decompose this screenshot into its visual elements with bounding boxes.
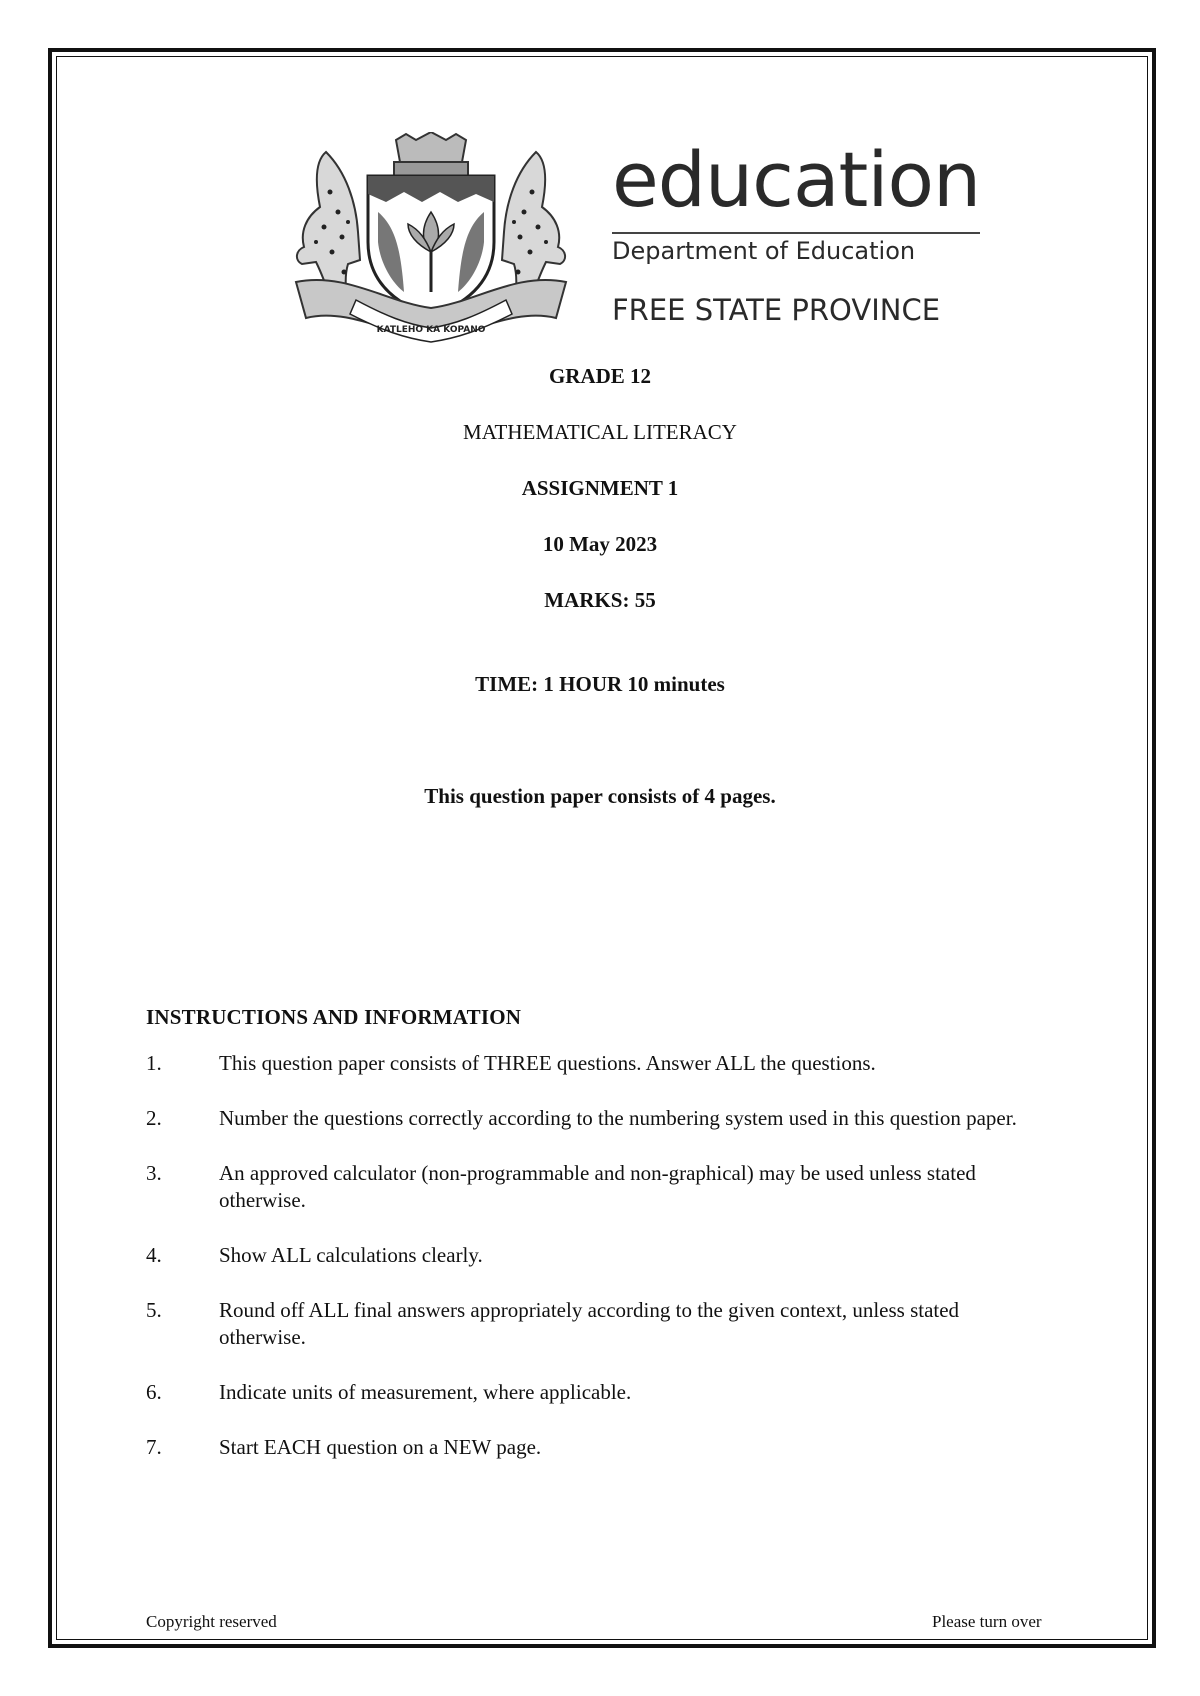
list-item-text: This question paper consists of THREE questions. Answer ALL the questions. <box>219 1051 876 1075</box>
coat-of-arms-icon <box>286 132 576 347</box>
date-label: 10 May 2023 <box>542 532 658 556</box>
grade-label: GRADE 12 <box>548 364 652 388</box>
list-item <box>146 1434 1046 1461</box>
footer-turn-over: Please turn over <box>932 1612 1042 1631</box>
department-name: Department of Education <box>612 237 916 265</box>
list-item-text: Start EACH question on a NEW page. <box>219 1435 542 1459</box>
wordmark-rule <box>612 232 980 234</box>
department-logo <box>286 132 986 347</box>
instructions-section <box>146 1005 1046 1489</box>
subject-label: MATHEMATICAL LITERACY <box>463 420 737 444</box>
assignment-label: ASSIGNMENT 1 <box>521 476 679 500</box>
list-item <box>146 1160 1046 1214</box>
list-item <box>146 1050 1046 1077</box>
instructions-heading: INSTRUCTIONS AND INFORMATION <box>146 1005 522 1029</box>
list-item-number: 2. <box>146 1106 162 1130</box>
list-item-text: Show ALL calculations clearly. <box>219 1243 483 1267</box>
footer-copyright: Copyright reserved <box>146 1612 277 1631</box>
list-item-text: An approved calculator (non-programmable and non-graphical) may be used unless stated otherwise. <box>219 1161 976 1212</box>
list-item-number: 7. <box>146 1435 162 1459</box>
marks-label: MARKS: 55 <box>544 588 656 612</box>
province-name: FREE STATE PROVINCE <box>612 293 941 327</box>
list-item-number: 4. <box>146 1243 162 1267</box>
list-item <box>146 1242 1046 1269</box>
list-item-text: Round off ALL final answers appropriately according to the given context, unless stated otherwise. <box>219 1298 960 1349</box>
list-item-number: 5. <box>146 1298 162 1322</box>
wordmark-title: education <box>612 135 981 224</box>
list-item <box>146 1379 1046 1406</box>
wordmark <box>612 132 984 347</box>
list-item <box>146 1297 1046 1351</box>
list-item-text: Indicate units of measurement, where applicable. <box>219 1380 632 1404</box>
list-item-number: 1. <box>146 1051 162 1075</box>
pages-note: This question paper consists of 4 pages. <box>424 784 776 808</box>
time-label: TIME: 1 HOUR 10 minutes <box>475 672 725 696</box>
list-item-number: 6. <box>146 1380 162 1404</box>
list-item <box>146 1105 1046 1132</box>
crest-motto: KATLEHO KA KOPANO <box>376 325 486 335</box>
list-item-number: 3. <box>146 1161 162 1185</box>
list-item-text: Number the questions correctly according to the numbering system used in this question paper. <box>219 1106 1017 1130</box>
instructions-list <box>146 1050 1046 1461</box>
